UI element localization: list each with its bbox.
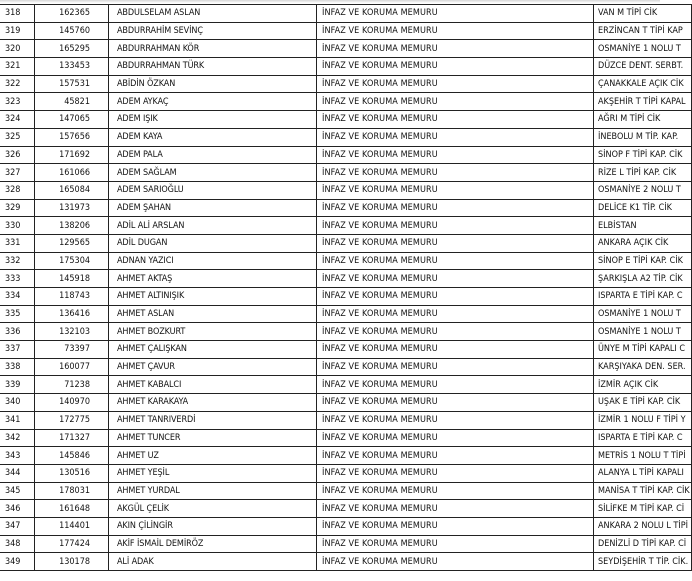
position-title-cell: İNFAZ VE KORUMA MEMURU [317, 411, 594, 429]
position-title-cell: İNFAZ VE KORUMA MEMURU [317, 234, 594, 252]
row-number-cell: 333 [0, 270, 35, 288]
table-body [0, 5, 692, 571]
full-name-cell: ABDULSELAM ASLAN [109, 5, 317, 23]
personnel-id-cell: 165084 [35, 181, 109, 199]
table-row [0, 535, 692, 553]
row-number-cell: 320 [0, 40, 35, 58]
row-number-cell: 322 [0, 75, 35, 93]
full-name-cell: AHMET ÇAVUR [109, 358, 317, 376]
institution-cell: ANKARA 2 NOLU L TİPİ [594, 517, 692, 535]
full-name-cell: AHMET BOZKURT [109, 323, 317, 341]
table-row [0, 40, 692, 58]
row-number-cell: 348 [0, 535, 35, 553]
row-number-cell: 349 [0, 553, 35, 571]
full-name-cell: ADİL DUGAN [109, 234, 317, 252]
table-row [0, 5, 692, 23]
full-name-cell: AKİF İSMAİL DEMİRÖZ [109, 535, 317, 553]
personnel-id-cell: 145918 [35, 270, 109, 288]
row-number-cell: 338 [0, 358, 35, 376]
position-title-cell: İNFAZ VE KORUMA MEMURU [317, 93, 594, 111]
table-row [0, 482, 692, 500]
full-name-cell: ADEM SAĞLAM [109, 164, 317, 182]
row-number-cell: 328 [0, 181, 35, 199]
table-row [0, 517, 692, 535]
personnel-id-cell: 138206 [35, 217, 109, 235]
personnel-id-cell: 147065 [35, 111, 109, 129]
scan-edge-shadow [0, 0, 660, 3]
personnel-id-cell: 145846 [35, 447, 109, 465]
full-name-cell: AHMET AKTAŞ [109, 270, 317, 288]
table-row [0, 447, 692, 465]
full-name-cell: AHMET ASLAN [109, 305, 317, 323]
position-title-cell: İNFAZ VE KORUMA MEMURU [317, 464, 594, 482]
position-title-cell: İNFAZ VE KORUMA MEMURU [317, 376, 594, 394]
row-number-cell: 332 [0, 252, 35, 270]
personnel-id-cell: 165295 [35, 40, 109, 58]
table-row [0, 464, 692, 482]
institution-cell: İZMİR 1 NOLU F TİPİ Y [594, 411, 692, 429]
position-title-cell: İNFAZ VE KORUMA MEMURU [317, 358, 594, 376]
institution-cell: ÇANAKKALE AÇIK CİK [594, 75, 692, 93]
table-row [0, 305, 692, 323]
full-name-cell: ADEM AYKAÇ [109, 93, 317, 111]
row-number-cell: 334 [0, 288, 35, 306]
table-row [0, 358, 692, 376]
table-row [0, 270, 692, 288]
full-name-cell: ADEM PALA [109, 146, 317, 164]
full-name-cell: ADEM KAYA [109, 128, 317, 146]
table-row [0, 500, 692, 518]
position-title-cell: İNFAZ VE KORUMA MEMURU [317, 217, 594, 235]
full-name-cell: ALİ ADAK [109, 553, 317, 571]
full-name-cell: ADEM ŞAHAN [109, 199, 317, 217]
table-row [0, 217, 692, 235]
personnel-id-cell: 160077 [35, 358, 109, 376]
personnel-id-cell: 178031 [35, 482, 109, 500]
full-name-cell: AKIN ÇİLİNGİR [109, 517, 317, 535]
personnel-id-cell: 114401 [35, 517, 109, 535]
institution-cell: AĞRI M TİPİ CİK [594, 111, 692, 129]
position-title-cell: İNFAZ VE KORUMA MEMURU [317, 252, 594, 270]
full-name-cell: AHMET KABALCI [109, 376, 317, 394]
position-title-cell: İNFAZ VE KORUMA MEMURU [317, 447, 594, 465]
institution-cell: SİNOP F TİPİ KAP. CİK [594, 146, 692, 164]
personnel-id-cell: 157656 [35, 128, 109, 146]
institution-cell: UŞAK E TİPİ KAP. CİK [594, 394, 692, 412]
row-number-cell: 337 [0, 341, 35, 359]
full-name-cell: AHMET ALTINIŞIK [109, 288, 317, 306]
position-title-cell: İNFAZ VE KORUMA MEMURU [317, 305, 594, 323]
full-name-cell: ABİDİN ÖZKAN [109, 75, 317, 93]
institution-cell: ANKARA AÇIK CİK [594, 234, 692, 252]
position-title-cell: İNFAZ VE KORUMA MEMURU [317, 323, 594, 341]
position-title-cell: İNFAZ VE KORUMA MEMURU [317, 181, 594, 199]
institution-cell: ŞARKIŞLA A2 TİP. CİK [594, 270, 692, 288]
full-name-cell: ADEM SARIOĞLU [109, 181, 317, 199]
institution-cell: DENİZLİ D TİPİ KAP. Cİ [594, 535, 692, 553]
row-number-cell: 329 [0, 199, 35, 217]
table-row [0, 429, 692, 447]
table-row [0, 553, 692, 571]
full-name-cell: AHMET TANRIVERDİ [109, 411, 317, 429]
personnel-id-cell: 130178 [35, 553, 109, 571]
personnel-id-cell: 171327 [35, 429, 109, 447]
position-title-cell: İNFAZ VE KORUMA MEMURU [317, 5, 594, 23]
row-number-cell: 318 [0, 5, 35, 23]
row-number-cell: 343 [0, 447, 35, 465]
institution-cell: KARŞIYAKA DEN. SER. [594, 358, 692, 376]
position-title-cell: İNFAZ VE KORUMA MEMURU [317, 22, 594, 40]
personnel-id-cell: 132103 [35, 323, 109, 341]
row-number-cell: 330 [0, 217, 35, 235]
table-row [0, 376, 692, 394]
row-number-cell: 327 [0, 164, 35, 182]
personnel-id-cell: 133453 [35, 58, 109, 76]
institution-cell: ÜNYE M TİPİ KAPALI C [594, 341, 692, 359]
position-title-cell: İNFAZ VE KORUMA MEMURU [317, 164, 594, 182]
row-number-cell: 345 [0, 482, 35, 500]
table-row [0, 146, 692, 164]
institution-cell: İZMİR AÇIK CİK [594, 376, 692, 394]
position-title-cell: İNFAZ VE KORUMA MEMURU [317, 535, 594, 553]
position-title-cell: İNFAZ VE KORUMA MEMURU [317, 288, 594, 306]
position-title-cell: İNFAZ VE KORUMA MEMURU [317, 40, 594, 58]
personnel-table [0, 4, 692, 571]
position-title-cell: İNFAZ VE KORUMA MEMURU [317, 482, 594, 500]
institution-cell: OSMANİYE 1 NOLU T [594, 40, 692, 58]
row-number-cell: 347 [0, 517, 35, 535]
row-number-cell: 323 [0, 93, 35, 111]
position-title-cell: İNFAZ VE KORUMA MEMURU [317, 341, 594, 359]
full-name-cell: AHMET KARAKAYA [109, 394, 317, 412]
row-number-cell: 346 [0, 500, 35, 518]
table-row [0, 111, 692, 129]
institution-cell: ALANYA L TİPİ KAPALI [594, 464, 692, 482]
table-row [0, 58, 692, 76]
personnel-id-cell: 145760 [35, 22, 109, 40]
table-row [0, 234, 692, 252]
position-title-cell: İNFAZ VE KORUMA MEMURU [317, 270, 594, 288]
institution-cell: ELBİSTAN [594, 217, 692, 235]
row-number-cell: 326 [0, 146, 35, 164]
institution-cell: DÜZCE DENT. SERBT. [594, 58, 692, 76]
personnel-id-cell: 73397 [35, 341, 109, 359]
personnel-id-cell: 129565 [35, 234, 109, 252]
full-name-cell: AHMET YURDAL [109, 482, 317, 500]
institution-cell: ISPARTA E TİPİ KAP. C [594, 429, 692, 447]
row-number-cell: 325 [0, 128, 35, 146]
personnel-id-cell: 171692 [35, 146, 109, 164]
row-number-cell: 321 [0, 58, 35, 76]
institution-cell: VAN M TİPİ CİK [594, 5, 692, 23]
personnel-id-cell: 131973 [35, 199, 109, 217]
institution-cell: OSMANİYE 1 NOLU T [594, 305, 692, 323]
full-name-cell: AHMET TUNCER [109, 429, 317, 447]
position-title-cell: İNFAZ VE KORUMA MEMURU [317, 394, 594, 412]
personnel-id-cell: 45821 [35, 93, 109, 111]
row-number-cell: 344 [0, 464, 35, 482]
row-number-cell: 335 [0, 305, 35, 323]
table-row [0, 199, 692, 217]
personnel-id-cell: 161066 [35, 164, 109, 182]
full-name-cell: ABDURRAHİM SEVİNÇ [109, 22, 317, 40]
table-row [0, 22, 692, 40]
full-name-cell: AHMET UZ [109, 447, 317, 465]
row-number-cell: 336 [0, 323, 35, 341]
position-title-cell: İNFAZ VE KORUMA MEMURU [317, 199, 594, 217]
table-row [0, 323, 692, 341]
full-name-cell: ABDURRAHMAN TÜRK [109, 58, 317, 76]
table-row [0, 341, 692, 359]
institution-cell: ISPARTA E TİPİ KAP. C [594, 288, 692, 306]
personnel-id-cell: 136416 [35, 305, 109, 323]
personnel-id-cell: 172775 [35, 411, 109, 429]
position-title-cell: İNFAZ VE KORUMA MEMURU [317, 517, 594, 535]
institution-cell: SİNOP E TİPİ KAP. CİK [594, 252, 692, 270]
row-number-cell: 319 [0, 22, 35, 40]
position-title-cell: İNFAZ VE KORUMA MEMURU [317, 111, 594, 129]
personnel-id-cell: 71238 [35, 376, 109, 394]
full-name-cell: ADNAN YAZICI [109, 252, 317, 270]
full-name-cell: ADİL ALİ ARSLAN [109, 217, 317, 235]
institution-cell: DELİCE K1 TİP. CİK [594, 199, 692, 217]
institution-cell: İNEBOLU M TİP. KAP. [594, 128, 692, 146]
institution-cell: RİZE L TİPİ KAP. CİK [594, 164, 692, 182]
table-row [0, 411, 692, 429]
personnel-id-cell: 140970 [35, 394, 109, 412]
personnel-id-cell: 177424 [35, 535, 109, 553]
personnel-id-cell: 118743 [35, 288, 109, 306]
table-row [0, 93, 692, 111]
table-row [0, 128, 692, 146]
institution-cell: MANİSA T TİPİ KAP. CİK [594, 482, 692, 500]
full-name-cell: ABDURRAHMAN KÖR [109, 40, 317, 58]
row-number-cell: 324 [0, 111, 35, 129]
personnel-id-cell: 161648 [35, 500, 109, 518]
personnel-id-cell: 157531 [35, 75, 109, 93]
position-title-cell: İNFAZ VE KORUMA MEMURU [317, 553, 594, 571]
institution-cell: AKŞEHİR T TİPİ KAPAL [594, 93, 692, 111]
table-row [0, 181, 692, 199]
personnel-id-cell: 162365 [35, 5, 109, 23]
position-title-cell: İNFAZ VE KORUMA MEMURU [317, 128, 594, 146]
table-row [0, 394, 692, 412]
institution-cell: SEYDİŞEHİR T TİP. CİK. [594, 553, 692, 571]
full-name-cell: AKGÜL ÇELİK [109, 500, 317, 518]
full-name-cell: ADEM IŞIK [109, 111, 317, 129]
personnel-id-cell: 130516 [35, 464, 109, 482]
row-number-cell: 339 [0, 376, 35, 394]
table-row [0, 75, 692, 93]
row-number-cell: 342 [0, 429, 35, 447]
row-number-cell: 331 [0, 234, 35, 252]
table-row [0, 288, 692, 306]
table-row [0, 252, 692, 270]
table-row [0, 164, 692, 182]
row-number-cell: 341 [0, 411, 35, 429]
institution-cell: SİLİFKE M TİPİ KAP. Cİ [594, 500, 692, 518]
position-title-cell: İNFAZ VE KORUMA MEMURU [317, 500, 594, 518]
institution-cell: OSMANİYE 2 NOLU T [594, 181, 692, 199]
position-title-cell: İNFAZ VE KORUMA MEMURU [317, 429, 594, 447]
institution-cell: ERZİNCAN T TİPİ KAP [594, 22, 692, 40]
personnel-id-cell: 175304 [35, 252, 109, 270]
row-number-cell: 340 [0, 394, 35, 412]
institution-cell: METRİS 1 NOLU T TİPİ [594, 447, 692, 465]
full-name-cell: AHMET ÇALIŞKAN [109, 341, 317, 359]
position-title-cell: İNFAZ VE KORUMA MEMURU [317, 58, 594, 76]
institution-cell: OSMANİYE 1 NOLU T [594, 323, 692, 341]
position-title-cell: İNFAZ VE KORUMA MEMURU [317, 75, 594, 93]
full-name-cell: AHMET YEŞİL [109, 464, 317, 482]
position-title-cell: İNFAZ VE KORUMA MEMURU [317, 146, 594, 164]
